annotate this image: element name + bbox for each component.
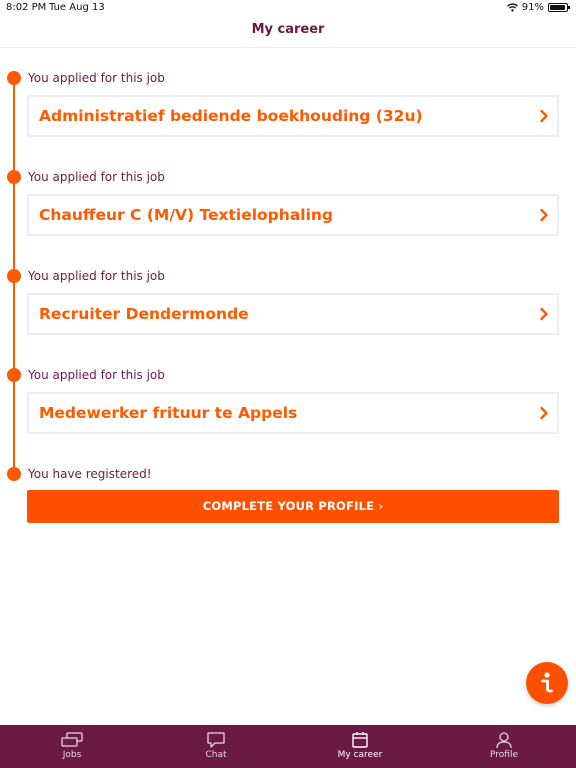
timeline-label: You applied for this job [28,170,165,184]
battery-level [550,5,565,10]
status-bar [0,0,576,16]
job-title: Chauffeur C (M/V) Textielophaling [39,206,334,224]
chat-icon [204,731,228,749]
tab-chat[interactable] [144,725,288,768]
chevron-right-icon [539,208,549,222]
timeline-label: You applied for this job [28,368,165,382]
job-card[interactable] [27,194,559,236]
tab-label: Profile [490,750,518,760]
tab-label: Jobs [62,750,82,760]
page-title: My career [251,22,325,37]
chevron-right-icon [539,406,549,420]
profile-icon [492,731,516,749]
tab-bar [0,725,576,768]
timeline-dot [7,71,21,85]
timeline-dot [7,269,21,283]
wifi-icon [507,3,518,12]
info-icon [539,671,555,695]
chevron-right-icon [539,307,549,321]
battery-icon [548,3,568,12]
tab-label: My career [337,750,383,760]
timeline-label: You applied for this job [28,71,165,85]
status-time: 8:02 PM [6,2,47,13]
chevron-right-icon [539,109,549,123]
timeline-dot [7,467,21,481]
status-date: Tue Aug 13 [49,2,105,13]
tab-profile[interactable] [432,725,576,768]
header-divider [0,47,576,48]
timeline-label: You have registered! [28,467,152,481]
info-button[interactable] [526,662,568,704]
battery-percent: 91% [521,2,544,13]
job-title: Administratief bediende boekhouding (32u) [39,107,423,125]
job-title: Medewerker frituur te Appels [39,404,298,422]
status-indicators [507,2,568,13]
job-title: Recruiter Dendermonde [39,305,249,323]
tab-my-career[interactable] [288,725,432,768]
job-card[interactable] [27,392,559,434]
timeline-label: You applied for this job [28,269,165,283]
jobs-icon [60,731,84,749]
tab-jobs[interactable] [0,725,144,768]
tab-label: Chat [205,750,227,760]
timeline-dot [7,170,21,184]
job-card[interactable] [27,293,559,335]
job-card[interactable] [27,95,559,137]
calendar-icon [348,731,372,749]
complete-profile-button[interactable]: COMPLETE YOUR PROFILE › [27,490,559,523]
timeline-dot [7,368,21,382]
